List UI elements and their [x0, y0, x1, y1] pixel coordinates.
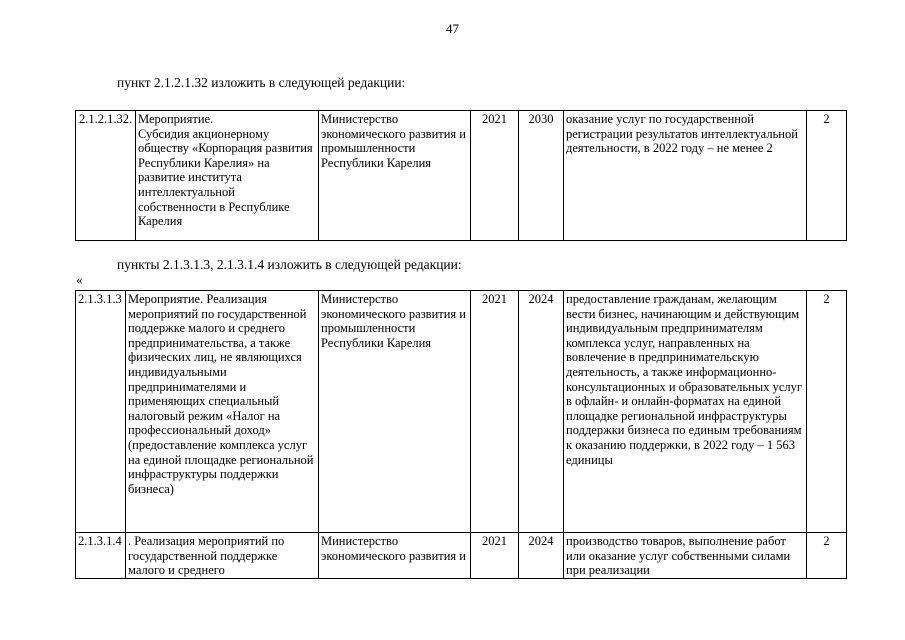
cell-description: Мероприятие. Реализация мероприятий по государственной поддержке малого и среднего предпринимательства, а также физических лиц, не являющихся индивидуальными предпринимателями и применяющих специальный налоговый режим «Налог на профессиональный доход» (предоставление комплекса услуг на единой площадке региональной инфраструктуры поддержки бизнеса)	[126, 291, 319, 533]
instruction-paragraph-1: пункт 2.1.2.1.32 изложить в следующей редакции:	[117, 75, 406, 90]
cell-indicator: производство товаров, выполнение работ или оказание услуг собственными силами при реализации	[564, 533, 807, 579]
cell-number: 2	[807, 533, 847, 579]
table-2	[75, 290, 847, 579]
cell-executor: Министерство экономического развития и промышленности Республики Карелия	[319, 291, 471, 533]
cell-description: . Реализация мероприятий по государственной поддержке малого и среднего	[126, 533, 319, 579]
cell-description: Мероприятие. Субсидия акционерному обществу «Корпорация развития Республики Карелия» на развитие института интеллектуальной собственности в Республике Карелия	[136, 111, 319, 241]
cell-executor: Министерство экономического развития и	[319, 533, 471, 579]
cell-year-start: 2021	[471, 111, 519, 241]
table-row	[76, 291, 847, 533]
table-row	[76, 533, 847, 579]
page-number: 47	[446, 21, 459, 36]
cell-number: 2	[807, 291, 847, 533]
cell-number: 2	[807, 111, 847, 241]
table-1	[75, 110, 847, 241]
cell-year-end: 2030	[519, 111, 564, 241]
cell-indicator: оказание услуг по государственной регистрации результатов интеллектуальной деятельности, в 2022 году – не менее 2	[564, 111, 807, 241]
table-row	[76, 111, 847, 241]
cell-year-start: 2021	[471, 533, 519, 579]
opening-quote-mark: «	[76, 272, 83, 287]
cell-code: 2.1.3.1.4	[76, 533, 126, 579]
cell-year-end: 2024	[519, 291, 564, 533]
cell-executor: Министерство экономического развития и промышленности Республики Карелия	[319, 111, 471, 241]
cell-code: 2.1.3.1.3	[76, 291, 126, 533]
cell-code: 2.1.2.1.32.	[76, 111, 136, 241]
cell-year-end: 2024	[519, 533, 564, 579]
cell-indicator: предоставление гражданам, желающим вести бизнес, начинающим и действующим индивидуальным предпринимателям комплекса услуг, направленных на вовлечение в предпринимательскую деятельность, а также информационно-консультационных и образовательных услуг в офлайн- и онлайн-форматах на единой площадке региональной инфраструктуры поддержки бизнеса по единым требованиям к оказанию поддержки, в 2022 году – 1 563 единицы	[564, 291, 807, 533]
instruction-paragraph-2: пункты 2.1.3.1.3, 2.1.3.1.4 изложить в следующей редакции:	[117, 257, 462, 272]
cell-year-start: 2021	[471, 291, 519, 533]
